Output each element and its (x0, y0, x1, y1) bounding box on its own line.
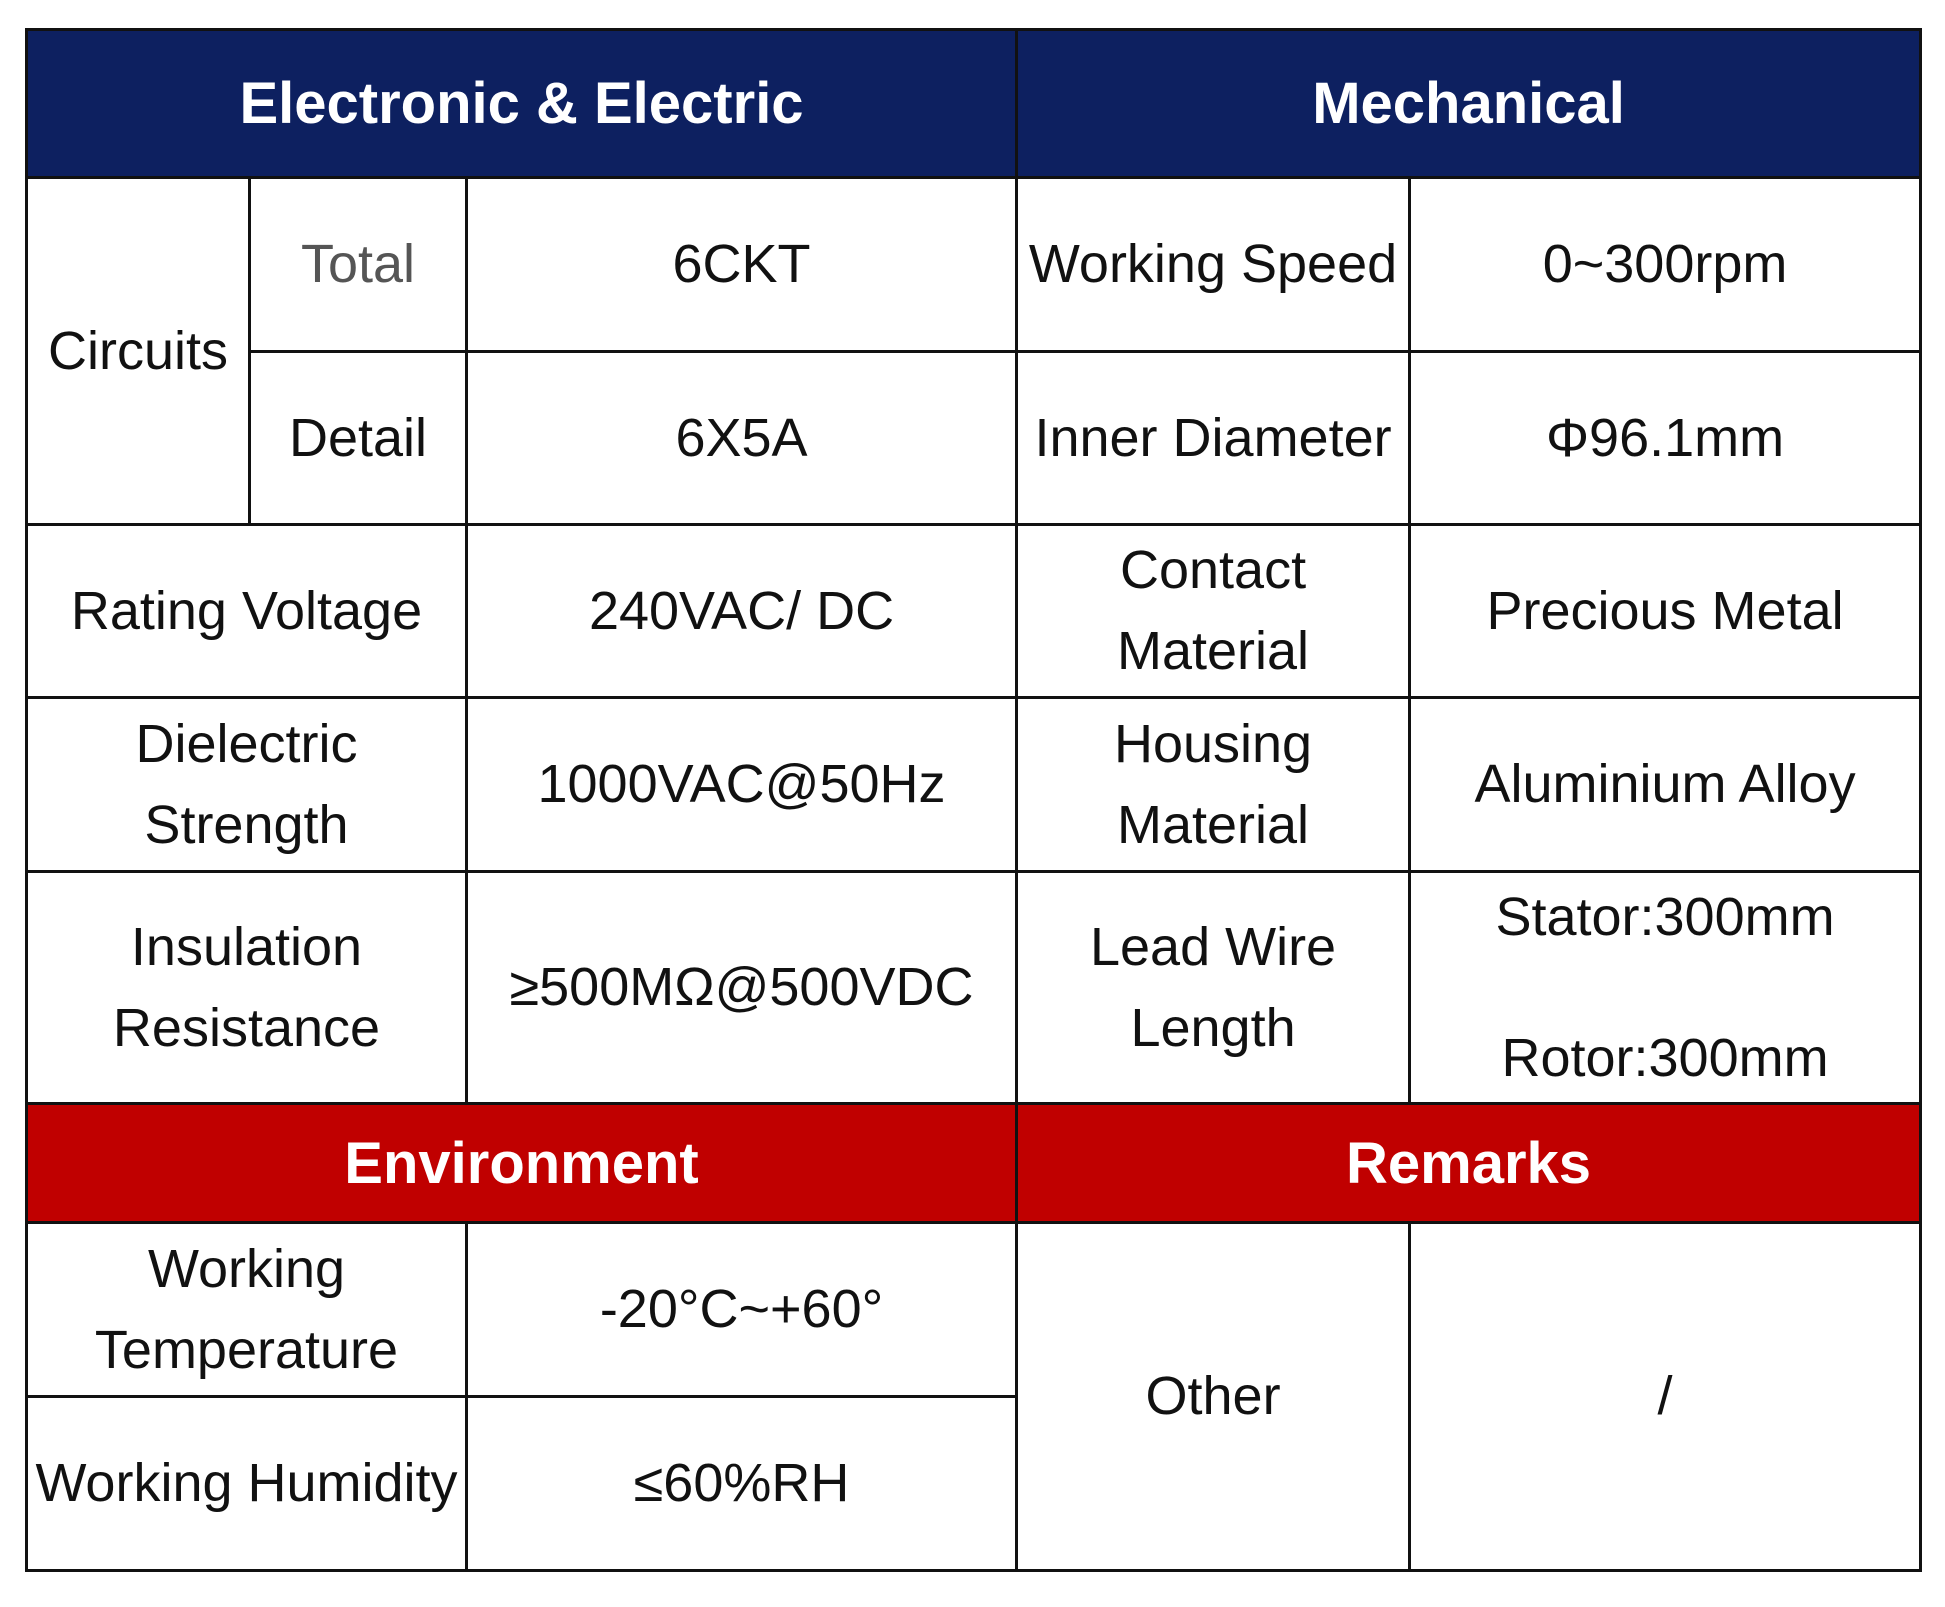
inner-diameter-label: Inner Diameter (1017, 352, 1410, 525)
lead-wire-label: Lead Wire Length (1017, 872, 1410, 1104)
inner-diameter-value: Φ96.1mm (1410, 352, 1921, 525)
detail-label: Detail (250, 352, 467, 525)
housing-material-label: Housing Material (1017, 698, 1410, 872)
temperature-label: Working Temperature (27, 1223, 467, 1397)
lead-wire-rotor: Rotor:300mm (1501, 1027, 1829, 1088)
total-value: 6CKT (467, 178, 1017, 352)
spec-table (25, 28, 1922, 1572)
mechanical-header: Mechanical (1017, 30, 1921, 178)
environment-header: Environment (27, 1104, 1017, 1223)
total-label: Total (250, 178, 467, 352)
insulation-label: Insulation Resistance (27, 872, 467, 1104)
other-value: / (1410, 1223, 1921, 1571)
contact-material-label: Contact Material (1017, 525, 1410, 698)
temperature-value: -20°C~+60° (467, 1223, 1017, 1397)
humidity-value: ≤60%RH (467, 1397, 1017, 1571)
insulation-value: ≥500MΩ@500VDC (467, 872, 1017, 1104)
electronic-header: Electronic & Electric (27, 30, 1017, 178)
remarks-header: Remarks (1017, 1104, 1921, 1223)
rating-voltage-value: 240VAC/ DC (467, 525, 1017, 698)
circuits-label: Circuits (27, 178, 250, 525)
dielectric-label: Dielectric Strength (27, 698, 467, 872)
lead-wire-value (1410, 872, 1921, 1104)
rating-voltage-label: Rating Voltage (27, 525, 467, 698)
working-speed-label: Working Speed (1017, 178, 1410, 352)
other-label: Other (1017, 1223, 1410, 1571)
dielectric-value: 1000VAC@50Hz (467, 698, 1017, 872)
lead-wire-stator: Stator:300mm (1495, 886, 1835, 947)
contact-material-value: Precious Metal (1410, 525, 1921, 698)
detail-value: 6X5A (467, 352, 1017, 525)
housing-material-value: Aluminium Alloy (1410, 698, 1921, 872)
humidity-label: Working Humidity (27, 1397, 467, 1571)
working-speed-value: 0~300rpm (1410, 178, 1921, 352)
